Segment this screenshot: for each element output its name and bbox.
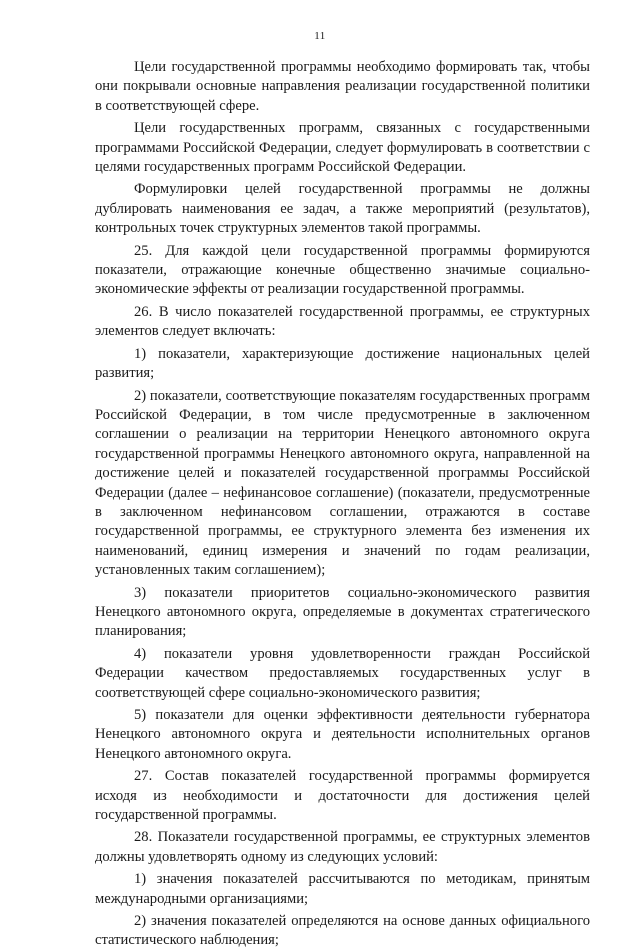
page-number: 11: [314, 30, 326, 42]
list-item-26-5: 5) показатели для оценки эффективности деятельности губернатора Ненецкого автономного округа и деятельности исполнительных органов Ненецкого автономного округа.: [95, 707, 590, 762]
paragraph-27: 27. Состав показателей государственной программы формируется исходя из необходимости и достаточности для достижения целей государственной программы.: [95, 768, 590, 824]
paragraph-goals-wording: Формулировки целей государственной программы не должны дублировать наименования ее задач, а также мероприятий (результатов), контрольных точек структурных элементов такой программы.: [95, 181, 590, 237]
list-item-28-1: 1) значения показателей рассчитываются по методикам, принятым международными организациями;: [95, 871, 590, 907]
paragraph-goals-coverage: Цели государственной программы необходимо формировать так, чтобы они покрывали основные направления реализации государственной политики в соответствующей сфере.: [95, 59, 590, 114]
paragraph-26: 26. В число показателей государственной программы, ее структурных элементов следует включать:: [95, 303, 590, 340]
paragraph-goals-federal: Цели государственных программ, связанных с государственными программами Российской Федерации, следует формулировать в соответствии с целями государственных программ Российской Федерации.: [95, 120, 590, 176]
list-item-26-3: 3) показатели приоритетов социально-экономического развития Ненецкого автономного округа, определяемые в документах стратегического планирования;: [95, 584, 590, 640]
list-item-26-2: 2) показатели, соответствующие показателям государственных программ Российской Федерации, в том числе предусмотренные в заключенном соглашении о реализации на территории Ненецкого автономного округа государственной программы Ненецкого автономного округа, направленной на достижение целей и показателей государственной программы Российской Федерации (далее – нефинансовое соглашение) (показатели, предусмотренные в заключенном нефинансовом соглашении, отражаются в составе государственной программы, ее структурного элемента без изменения их наименований, единиц измерения и значений по годам реализации, установленных таким соглашением);: [95, 387, 590, 579]
list-item-28-2: 2) значения показателей определяются на основе данных официального статистического наблюдения;: [95, 913, 590, 949]
paragraph-28: 28. Показатели государственной программы, ее структурных элементов должны удовлетворять одному из следующих условий:: [95, 829, 590, 865]
document-body: [95, 58, 590, 951]
list-item-26-4: 4) показатели уровня удовлетворенности граждан Российской Федерации качеством предоставляемых государственных услуг в соответствующей сфере социально-экономического развития;: [95, 645, 590, 701]
list-item-26-1: 1) показатели, характеризующие достижение национальных целей развития;: [95, 345, 590, 382]
paragraph-25: 25. Для каждой цели государственной программы формируются показатели, отражающие конечные общественно значимые социально-экономические эффекты от реализации государственной программы.: [95, 242, 590, 298]
